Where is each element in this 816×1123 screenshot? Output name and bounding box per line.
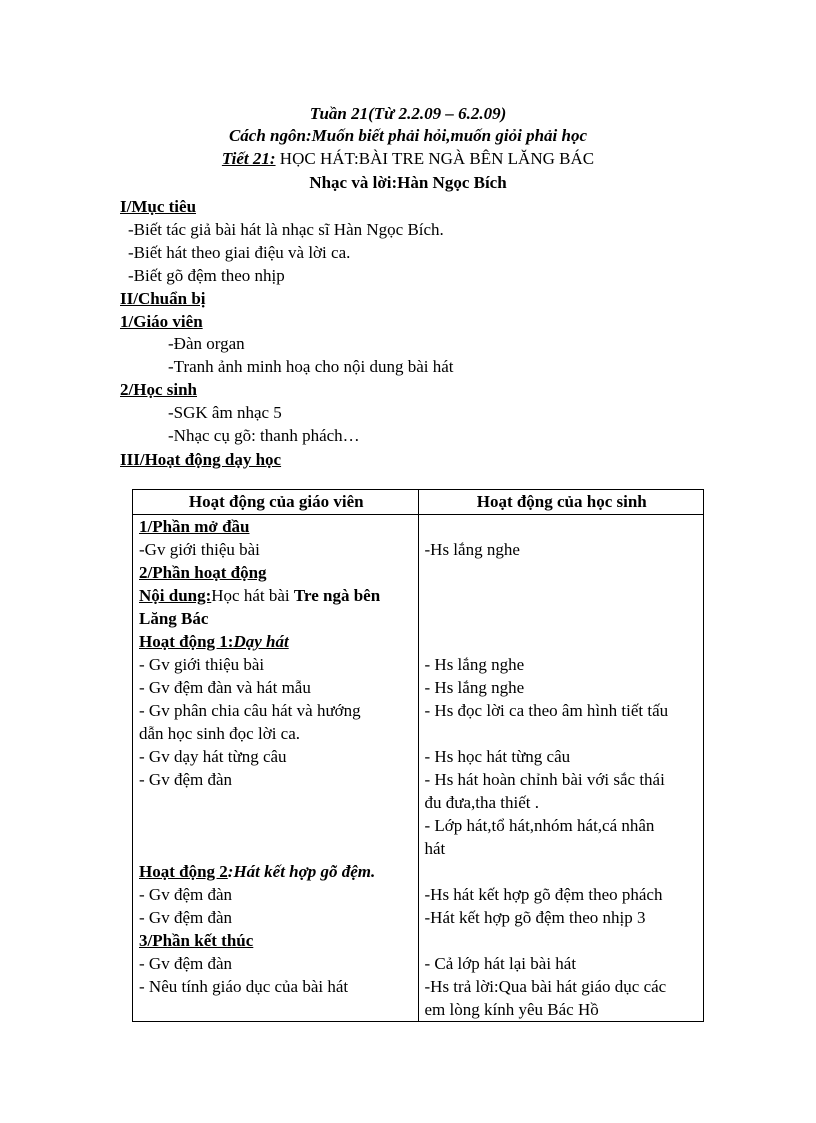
activity2-title: :Hát kết hợp gõ đệm.: [227, 862, 376, 881]
teacher-step: - Gv đệm đàn: [139, 908, 233, 927]
student-step: -Hs trả lời:Qua bài hát giáo dục các: [424, 977, 667, 996]
student-column-header: Hoạt động của học sinh: [418, 490, 704, 515]
student-cell: [418, 515, 704, 1022]
student-heading: 2/Học sinh: [120, 380, 197, 399]
activity1-title: Dạy hát: [233, 632, 289, 651]
content-text: Học hát bài: [211, 586, 294, 605]
teacher-heading: 1/Giáo viên: [120, 312, 203, 331]
student-step: -Hs hát kết hợp gõ đệm theo phách: [424, 885, 663, 904]
student-step: - Cả lớp hát lại bài hát: [424, 954, 577, 973]
objective-item: -Biết gõ đệm theo nhịp: [128, 266, 285, 285]
table-row: [133, 515, 704, 1022]
teacher-step: - Gv giới thiệu bài: [139, 655, 265, 674]
objective-item: -Biết tác giả bài hát là nhạc sĩ Hàn Ngọc Bích.: [128, 220, 444, 239]
student-step: -Hs lắng nghe: [424, 540, 520, 559]
teacher-step: - Gv đệm đàn và hát mẫu: [139, 678, 311, 697]
content-label: Nội dung:: [139, 586, 212, 605]
activity1-heading: [139, 630, 414, 653]
student-step: -Hát kết hợp gõ đệm theo nhịp 3: [424, 908, 646, 927]
song-name: Tre ngà bên: [293, 586, 381, 605]
author-line: Nhạc và lời:Hàn Ngọc Bích: [309, 173, 507, 192]
student-step: - Lớp hát,tổ hát,nhóm hát,cá nhân: [424, 816, 655, 835]
objective-item: -Biết hát theo giai điệu và lời ca.: [128, 243, 351, 262]
teacher-item: -Đàn organ: [168, 334, 245, 353]
part-heading: 2/Phần hoạt động: [139, 563, 267, 582]
student-step: hát: [424, 839, 446, 858]
lesson-title: HỌC HÁT:BÀI TRE NGÀ BÊN LĂNG BÁC: [275, 149, 595, 168]
objectives-heading: I/Mục tiêu: [120, 197, 197, 216]
content-line: [139, 584, 414, 607]
activities-table: [132, 489, 704, 1022]
teacher-step: - Gv dạy hát từng câu: [139, 747, 287, 766]
teacher-column-header: Hoạt động của giáo viên: [133, 490, 419, 515]
student-step: đu đưa,tha thiết .: [424, 793, 539, 812]
teacher-step: - Gv phân chia câu hát và hướng: [139, 701, 361, 720]
teacher-cell: [133, 515, 419, 1022]
activity2-label: Hoạt động 2: [139, 862, 228, 881]
teacher-step: -Gv giới thiệu bài: [139, 540, 260, 559]
part-heading: 1/Phần mở đầu: [139, 517, 250, 536]
student-item: -Nhạc cụ gõ: thanh phách…: [168, 426, 360, 445]
student-step: - Hs lắng nghe: [424, 655, 525, 674]
student-item: -SGK âm nhạc 5: [168, 403, 282, 422]
part-heading: 3/Phần kết thúc: [139, 931, 254, 950]
teacher-step: - Gv đệm đàn: [139, 954, 233, 973]
lesson-number: Tiết 21:: [221, 149, 276, 168]
student-step: em lòng kính yêu Bác Hồ: [424, 1000, 599, 1019]
teacher-step: - Nêu tính giáo dục của bài hát: [139, 977, 349, 996]
activity1-label: Hoạt động 1:: [139, 632, 234, 651]
activities-heading: III/Hoạt động dạy học: [120, 450, 282, 469]
proverb-line: Cách ngôn:Muốn biết phải hỏi,muốn giỏi phải học: [228, 126, 588, 145]
teacher-item: -Tranh ảnh minh hoạ cho nội dung bài hát: [168, 357, 454, 376]
teacher-step: dẫn học sinh đọc lời ca.: [139, 724, 301, 743]
student-step: - Hs lắng nghe: [424, 678, 525, 697]
student-step: - Hs đọc lời ca theo âm hình tiết tấu: [424, 701, 669, 720]
week-title: Tuần 21(Từ 2.2.09 – 6.2.09): [309, 104, 507, 123]
activity2-heading: [139, 860, 414, 883]
teacher-step: - Gv đệm đàn: [139, 770, 233, 789]
table-header-row: [133, 490, 704, 515]
student-step: - Hs học hát từng câu: [424, 747, 571, 766]
song-name-cont: Lăng Bác: [139, 609, 209, 628]
preparation-heading: II/Chuẩn bị: [120, 289, 206, 308]
lesson-title-line: [0, 148, 816, 170]
teacher-step: - Gv đệm đàn: [139, 885, 233, 904]
student-step: - Hs hát hoàn chỉnh bài với sắc thái: [424, 770, 665, 789]
